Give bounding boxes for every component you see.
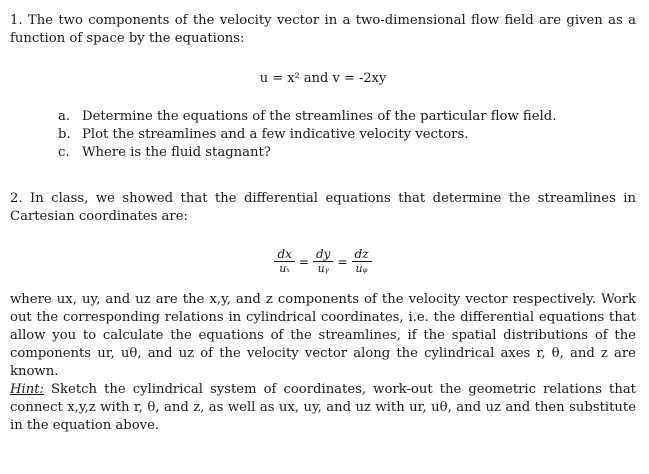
question-2-intro: 2. In class, we showed that the differential equations that determine the streamlines in Cartesian coordinates are: [10, 191, 636, 224]
question-1-subitems [10, 108, 636, 162]
fraction-denominator: uₓ [279, 262, 291, 275]
subitem-b [58, 126, 636, 144]
question-1-intro: 1. The two components of the velocity vector in a two-dimensional flow field are given as a function of space by the equations: [10, 13, 636, 46]
fraction-denominator: uᵧ [317, 262, 329, 275]
hint-label: Hint: [10, 382, 44, 397]
equals-sign: = [298, 254, 309, 269]
fraction-numerator: dx [274, 248, 294, 262]
fraction-dz-uz [352, 248, 372, 275]
question-2-body: where ux, uy, and uz are the x,y, and z components of the velocity vector respectively. Work out the corresponding relations in cylindrical coordinates, i.e. the differential equations that allow you to calculate the equations of the streamlines, if the spatial distributions of the components ur, uθ, and uz of the velocity vector along the cylindrical axes r, θ, and z are known. [10, 292, 636, 379]
question-2-hint [10, 381, 636, 435]
subitem-text: Where is the fluid stagnant? [82, 145, 271, 160]
equals-sign: = [337, 254, 348, 269]
subitem-text: Determine the equations of the streamlines of the particular flow field. [82, 109, 557, 124]
subitem-marker: a. [58, 109, 71, 124]
question-1-equation: u = x² and v = -2xy [259, 71, 387, 86]
subitem-c [58, 144, 636, 162]
fraction-numerator: dz [352, 248, 372, 262]
fraction-dx-ux [274, 248, 294, 275]
fraction-denominator: uᵩ [355, 262, 368, 275]
subitem-marker: c. [58, 145, 70, 160]
hint-text: Sketch the cylindrical system of coordinates, work-out the geometric relations that connect x,y,z with r, θ, and z, as well as ux, uy, and uz with ur, uθ, and uz and then substitute in the equation above. [10, 382, 636, 433]
fraction-dy-uy [313, 248, 333, 275]
subitem-marker: b. [58, 127, 71, 142]
document-page [10, 12, 636, 435]
streamline-differential-equation [10, 248, 636, 275]
subitem-text: Plot the streamlines and a few indicative velocity vectors. [82, 127, 469, 142]
subitem-a [58, 108, 636, 126]
fraction-numerator: dy [313, 248, 333, 262]
